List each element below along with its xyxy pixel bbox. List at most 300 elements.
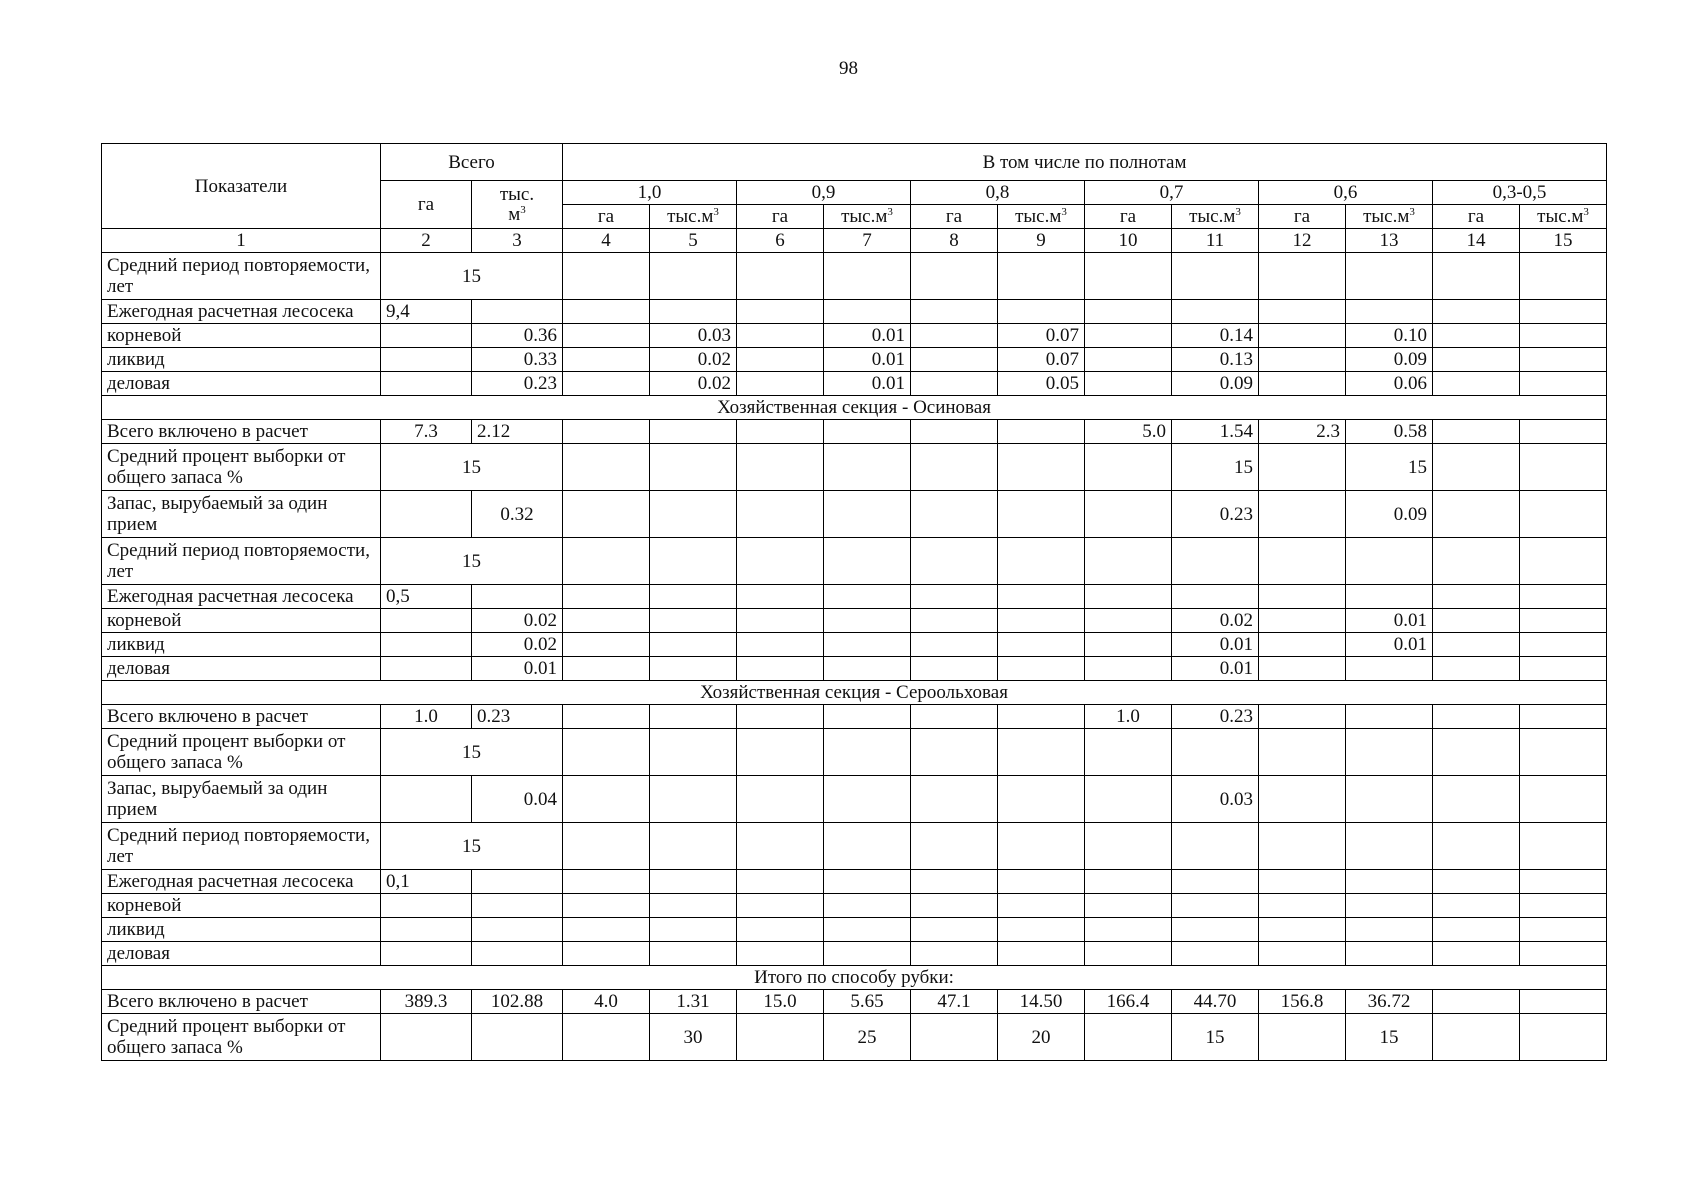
table-cell: [824, 823, 911, 870]
table-cell: [824, 657, 911, 681]
page-number: 98: [839, 58, 858, 79]
table-cell: [1433, 870, 1520, 894]
table-cell: [911, 585, 998, 609]
table-cell: [1172, 894, 1259, 918]
table-cell: [1172, 942, 1259, 966]
table-cell: [1085, 300, 1172, 324]
table-cell: [1346, 538, 1433, 585]
table-row: [102, 491, 1607, 538]
row-label: Запас, вырубаемый за один прием: [102, 776, 381, 823]
table-cell: [1346, 918, 1433, 942]
table-cell: [1085, 609, 1172, 633]
table-cell: [472, 585, 563, 609]
row-label: ликвид: [102, 633, 381, 657]
table-cell: [381, 1014, 472, 1061]
table-cell: [650, 420, 737, 444]
table-cell: [1433, 420, 1520, 444]
table-cell: [998, 633, 1085, 657]
table-cell: [650, 538, 737, 585]
table-cell: [381, 776, 472, 823]
table-cell: [1085, 894, 1172, 918]
table-cell: [650, 300, 737, 324]
table-cell: [1259, 253, 1346, 300]
table-cell: 0.04: [472, 776, 563, 823]
table-cell: 0.05: [998, 372, 1085, 396]
table-cell: [1433, 705, 1520, 729]
table-cell: [1346, 300, 1433, 324]
table-cell: 0.09: [1346, 491, 1433, 538]
table-cell: 0.01: [472, 657, 563, 681]
table-cell: [1085, 585, 1172, 609]
column-number: 14: [1433, 229, 1520, 253]
table-cell: 0.01: [824, 348, 911, 372]
table-row: [102, 348, 1607, 372]
table-cell: [563, 585, 650, 609]
table-cell: [1520, 609, 1607, 633]
table-cell: [1520, 324, 1607, 348]
table-cell: [1259, 538, 1346, 585]
table-cell: [1433, 990, 1520, 1014]
table-cell: 0.01: [1172, 657, 1259, 681]
table-cell: [650, 633, 737, 657]
table-cell: [472, 894, 563, 918]
table-cell: [1433, 491, 1520, 538]
table-cell: [911, 942, 998, 966]
table-cell: [563, 705, 650, 729]
table-cell: [1259, 823, 1346, 870]
table-cell: [650, 894, 737, 918]
table-cell: [1520, 705, 1607, 729]
column-number: 1: [102, 229, 381, 253]
header-unit-volume: [1520, 205, 1607, 229]
table-cell: [1085, 942, 1172, 966]
row-label: Всего включено в расчет: [102, 705, 381, 729]
table-cell: [381, 348, 472, 372]
table-cell: 0.02: [650, 348, 737, 372]
table-cell: [1433, 894, 1520, 918]
table-cell: 44.70: [1172, 990, 1259, 1014]
table-cell: [650, 918, 737, 942]
column-number: 6: [737, 229, 824, 253]
total-merged-value: 15: [381, 538, 563, 585]
total-merged-value: 15: [381, 253, 563, 300]
table-cell: [998, 776, 1085, 823]
header-unit-volume-sup: 3: [1583, 206, 1589, 218]
table-cell: [737, 894, 824, 918]
row-label: Средний период повторяемости, лет: [102, 253, 381, 300]
row-label: Средний процент выборки от общего запаса %: [102, 1014, 381, 1061]
total-merged-value: 15: [381, 729, 563, 776]
section-heading: Хозяйственная секция - Сероольховая: [102, 681, 1607, 705]
table-cell: [998, 942, 1085, 966]
table-cell: [1085, 372, 1172, 396]
row-label: Средний период повторяемости, лет: [102, 538, 381, 585]
table-cell: [1259, 324, 1346, 348]
table-cell: [1433, 324, 1520, 348]
header-unit-volume-label: тыс.м: [1189, 206, 1236, 227]
table-cell: [1085, 776, 1172, 823]
table-cell: [563, 372, 650, 396]
header-unit-volume-label: тыс.м: [1537, 206, 1584, 227]
table-cell: [1433, 253, 1520, 300]
table-cell: [1520, 300, 1607, 324]
column-number: 13: [1346, 229, 1433, 253]
table-cell: 0.01: [1172, 633, 1259, 657]
header-unit-ha: га: [1085, 205, 1172, 229]
table-row: [102, 609, 1607, 633]
table-cell: [563, 324, 650, 348]
table-cell: 15: [1346, 444, 1433, 491]
table-cell: [911, 348, 998, 372]
table-cell: [998, 918, 1085, 942]
table-cell: [737, 942, 824, 966]
table-cell: [563, 633, 650, 657]
table-cell: [472, 870, 563, 894]
table-cell: [1259, 729, 1346, 776]
table-cell: 5.65: [824, 990, 911, 1014]
column-number: 8: [911, 229, 998, 253]
row-label: Всего включено в расчет: [102, 420, 381, 444]
table-cell: [998, 705, 1085, 729]
table-cell: [1259, 870, 1346, 894]
header-volume-sup: 3: [520, 203, 526, 216]
table-cell: [1433, 348, 1520, 372]
table-cell: 0.01: [824, 372, 911, 396]
table-cell: 0.07: [998, 348, 1085, 372]
table-row: [102, 372, 1607, 396]
table-cell: [650, 253, 737, 300]
table-cell: 0.33: [472, 348, 563, 372]
table-cell: [1520, 253, 1607, 300]
table-cell: [1346, 942, 1433, 966]
column-number: 10: [1085, 229, 1172, 253]
table-cell: 0.23: [472, 705, 563, 729]
table-cell: 36.72: [1346, 990, 1433, 1014]
table-cell: 5.0: [1085, 420, 1172, 444]
header-total-ha: га: [381, 181, 472, 229]
table-cell: 0.06: [1346, 372, 1433, 396]
header-unit-volume-label: тыс.м: [667, 206, 714, 227]
table-cell: [381, 894, 472, 918]
table-cell: [911, 823, 998, 870]
table-row: [102, 585, 1607, 609]
table-cell: [1085, 1014, 1172, 1061]
table-cell: [737, 491, 824, 538]
column-number: 2: [381, 229, 472, 253]
table-cell: [1085, 729, 1172, 776]
table-cell: 0.58: [1346, 420, 1433, 444]
header-volume-part2: м: [508, 203, 521, 225]
table-row: [102, 681, 1607, 705]
table-cell: [563, 918, 650, 942]
table-cell: [1520, 942, 1607, 966]
header-unit-volume-sup: 3: [713, 206, 719, 218]
table-cell: [381, 491, 472, 538]
table-row: [102, 253, 1607, 300]
table-cell: [911, 633, 998, 657]
row-label: Ежегодная расчетная лесосека: [102, 300, 381, 324]
table-cell: 15.0: [737, 990, 824, 1014]
table-cell: [824, 609, 911, 633]
table-cell: [472, 300, 563, 324]
table-cell: [1346, 657, 1433, 681]
table-cell: [998, 300, 1085, 324]
table-cell: [1520, 1014, 1607, 1061]
table-cell: [1172, 823, 1259, 870]
table-cell: [1520, 918, 1607, 942]
table-cell: 14.50: [998, 990, 1085, 1014]
table-row: [102, 729, 1607, 776]
table-cell: [998, 585, 1085, 609]
table-row: [102, 538, 1607, 585]
table-row: [102, 444, 1607, 491]
table-cell: [650, 942, 737, 966]
table-cell: [1172, 870, 1259, 894]
table-cell: [1433, 942, 1520, 966]
total-ha-value: 0,1: [381, 870, 472, 894]
table-cell: [824, 253, 911, 300]
table-cell: [1346, 729, 1433, 776]
row-label: корневой: [102, 324, 381, 348]
table-cell: [824, 585, 911, 609]
header-unit-ha: га: [737, 205, 824, 229]
table-cell: [650, 609, 737, 633]
table-cell: [650, 657, 737, 681]
table-cell: [1520, 491, 1607, 538]
table-cell: [911, 657, 998, 681]
table-cell: [737, 444, 824, 491]
header-unit-volume-sup: 3: [1235, 206, 1241, 218]
row-label: деловая: [102, 657, 381, 681]
table-cell: [650, 705, 737, 729]
table-cell: 0.02: [1172, 609, 1259, 633]
table-cell: 0.10: [1346, 324, 1433, 348]
table-cell: [563, 609, 650, 633]
section-heading: Хозяйственная секция - Осиновая: [102, 396, 1607, 420]
table-cell: [650, 776, 737, 823]
header-indicators: Показатели: [102, 144, 381, 229]
table-cell: 0.07: [998, 324, 1085, 348]
row-label: Средний процент выборки от общего запаса %: [102, 729, 381, 776]
table-cell: [1433, 633, 1520, 657]
table-cell: [650, 823, 737, 870]
table-cell: [824, 300, 911, 324]
table-cell: [1085, 918, 1172, 942]
table-cell: [381, 918, 472, 942]
table-cell: 15: [1172, 444, 1259, 491]
table-cell: [911, 705, 998, 729]
table-row: [102, 990, 1607, 1014]
row-label: Ежегодная расчетная лесосека: [102, 870, 381, 894]
table-cell: 4.0: [563, 990, 650, 1014]
header-unit-volume-sup: 3: [887, 206, 893, 218]
table-cell: [824, 538, 911, 585]
total-merged-value: 15: [381, 444, 563, 491]
table-row: [102, 420, 1607, 444]
table-row: [102, 300, 1607, 324]
table-cell: [737, 633, 824, 657]
table-cell: [1172, 729, 1259, 776]
table-cell: [1172, 585, 1259, 609]
table-cell: [1172, 538, 1259, 585]
table-cell: [1520, 870, 1607, 894]
header-unit-ha: га: [1259, 205, 1346, 229]
forest-table: [101, 143, 1607, 1061]
column-number: 3: [472, 229, 563, 253]
table-cell: 0.01: [1346, 609, 1433, 633]
table-row: [102, 942, 1607, 966]
table-cell: [381, 609, 472, 633]
table-cell: [1259, 372, 1346, 396]
table-cell: [1433, 918, 1520, 942]
table-cell: 102.88: [472, 990, 563, 1014]
table-row: [102, 324, 1607, 348]
density-0-3-0-5: 0,3-0,5: [1433, 181, 1607, 205]
column-number: 9: [998, 229, 1085, 253]
table-cell: [1433, 372, 1520, 396]
header-unit-volume: [824, 205, 911, 229]
table-cell: [1085, 324, 1172, 348]
table-cell: [1520, 633, 1607, 657]
table-cell: [650, 729, 737, 776]
table-cell: [737, 324, 824, 348]
density-0-9: 0,9: [737, 181, 911, 205]
row-label: корневой: [102, 609, 381, 633]
header-unit-volume-label: тыс.м: [841, 206, 888, 227]
density-0-7: 0,7: [1085, 181, 1259, 205]
table-cell: [824, 870, 911, 894]
table-cell: 0.13: [1172, 348, 1259, 372]
table-cell: [824, 729, 911, 776]
table-cell: [650, 870, 737, 894]
header-unit-volume: [650, 205, 737, 229]
row-label: Запас, вырубаемый за один прием: [102, 491, 381, 538]
table-cell: [737, 657, 824, 681]
table-cell: [1259, 609, 1346, 633]
table-cell: [650, 491, 737, 538]
header-unit-ha: га: [911, 205, 998, 229]
table-cell: 1.54: [1172, 420, 1259, 444]
density-0-6: 0,6: [1259, 181, 1433, 205]
table-cell: 0.03: [1172, 776, 1259, 823]
table-cell: [737, 585, 824, 609]
table-cell: 0.23: [1172, 491, 1259, 538]
table-cell: [1433, 823, 1520, 870]
table-cell: 15: [1346, 1014, 1433, 1061]
header-volume-part1: тыс.: [499, 183, 535, 205]
table-cell: [1520, 776, 1607, 823]
table-cell: [1520, 990, 1607, 1014]
table-cell: 0.14: [1172, 324, 1259, 348]
table-cell: 1.31: [650, 990, 737, 1014]
header-unit-volume: [998, 205, 1085, 229]
table-cell: [1433, 300, 1520, 324]
row-label: деловая: [102, 372, 381, 396]
table-cell: [1085, 633, 1172, 657]
table-cell: [381, 657, 472, 681]
section-heading: Итого по способу рубки:: [102, 966, 1607, 990]
table-cell: [1259, 657, 1346, 681]
table-row: [102, 633, 1607, 657]
table-cell: [737, 870, 824, 894]
header-total-volume: [472, 181, 563, 229]
table-row: [102, 1014, 1607, 1061]
table-cell: 2.3: [1259, 420, 1346, 444]
row-label: Средний период повторяемости, лет: [102, 823, 381, 870]
header-unit-volume-label: тыс.м: [1363, 206, 1410, 227]
table-cell: [824, 444, 911, 491]
table-cell: [911, 491, 998, 538]
table-cell: [911, 444, 998, 491]
table-cell: [1085, 253, 1172, 300]
table-cell: [381, 324, 472, 348]
table-cell: [911, 538, 998, 585]
table-cell: 0.36: [472, 324, 563, 348]
table-cell: [1520, 372, 1607, 396]
table-cell: 0.23: [1172, 705, 1259, 729]
row-label: Ежегодная расчетная лесосека: [102, 585, 381, 609]
table-cell: [1259, 776, 1346, 823]
table-cell: [998, 420, 1085, 444]
table-cell: [998, 823, 1085, 870]
density-1-0: 1,0: [563, 181, 737, 205]
table-cell: [1172, 918, 1259, 942]
table-cell: [1346, 253, 1433, 300]
table-cell: [998, 491, 1085, 538]
table-cell: 0.01: [824, 324, 911, 348]
table-cell: [1346, 823, 1433, 870]
table-cell: [1433, 585, 1520, 609]
table-cell: [737, 253, 824, 300]
table-cell: [563, 538, 650, 585]
table-cell: [911, 894, 998, 918]
table-cell: [737, 609, 824, 633]
table-cell: [563, 776, 650, 823]
table-cell: [998, 253, 1085, 300]
table-cell: 20: [998, 1014, 1085, 1061]
table-cell: [824, 633, 911, 657]
header-unit-volume-label: тыс.м: [1015, 206, 1062, 227]
column-number: 15: [1520, 229, 1607, 253]
table-row: [102, 918, 1607, 942]
table-cell: [1259, 918, 1346, 942]
table-cell: [824, 491, 911, 538]
row-label: Всего включено в расчет: [102, 990, 381, 1014]
table-cell: [1520, 348, 1607, 372]
header-including: В том числе по полнотам: [563, 144, 1607, 181]
table-cell: [472, 1014, 563, 1061]
table-cell: [824, 705, 911, 729]
table-cell: [563, 253, 650, 300]
table-cell: [1433, 609, 1520, 633]
header-unit-volume: [1346, 205, 1433, 229]
table-row: [102, 894, 1607, 918]
table-cell: [563, 300, 650, 324]
density-0-8: 0,8: [911, 181, 1085, 205]
table-cell: [563, 942, 650, 966]
column-number: 11: [1172, 229, 1259, 253]
table-cell: 0.32: [472, 491, 563, 538]
table-cell: [824, 942, 911, 966]
table-cell: [563, 1014, 650, 1061]
table-row: [102, 396, 1607, 420]
table-cell: 0.23: [472, 372, 563, 396]
table-row: [102, 776, 1607, 823]
table-cell: [1520, 894, 1607, 918]
header-total: Всего: [381, 144, 563, 181]
total-ha-value: 9,4: [381, 300, 472, 324]
table-cell: [911, 918, 998, 942]
